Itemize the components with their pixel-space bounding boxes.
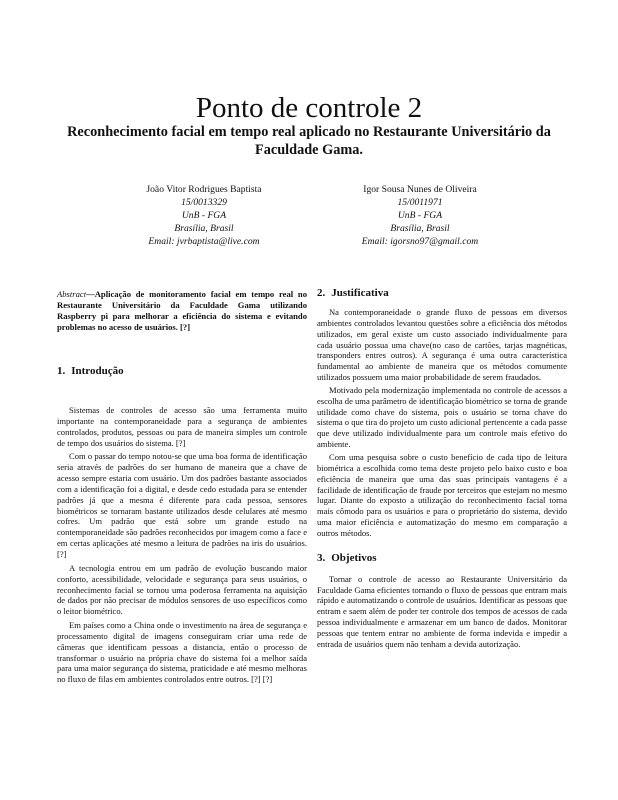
left-column bbox=[57, 289, 307, 685]
abstract-label: Abstract bbox=[57, 289, 87, 299]
paragraph: A tecnologia entrou em um padrão de evolução buscando maior conforto, acessibilidade, velocidade e segurança para seus usuários, o reconhecimento facial se tornou uma poderosa ferramenta na aquisição de dados por não precisar de módulos sensores de uso específicos como o leitor biométrico. bbox=[57, 562, 307, 617]
abstract-text: —Aplicação de monitoramento facial em tempo real no Restaurante Universitário da Faculdade Gama utilizando Raspberry pi para melhorar a eficiência do sistema e evitando problemas no acesso de usuários. [?] bbox=[57, 289, 307, 332]
section-number: 2. bbox=[317, 287, 326, 299]
section-heading-objetivos bbox=[317, 551, 567, 565]
section-heading-justificativa bbox=[317, 286, 567, 300]
paragraph: Em países como a China onde o investimento na área de segurança e processamento digital de imagens conseguiram criar uma rede de câmeras que identificam pessoas a distancia, então o processo de transformar o usuário na própria chave do sistema foi a melhor saída para uma maior segurança do sistema, praticidade e até mesmo melhoras no fluxo de filas em ambientes controlados entre outros. [?] [?] bbox=[57, 620, 307, 685]
author-block bbox=[300, 183, 540, 248]
paragraph: Na contemporaneidade o grande fluxo de pessoas em diversos ambientes controlados levantou questões sobre a eficiência dos métodos utilizados, em geral existe um custo associado individualmente para cada usuário possua uma chave(no caso de cartões, tarjas magnéticas, transponders entres outros). A segurança é uma outra característica fundamental ao ambiente de maneira que os métodos comumente utilizados possuem uma maior probabilidade de serem fraudados. bbox=[317, 307, 567, 383]
section-number: 1. bbox=[57, 365, 66, 377]
section-title: Objetivos bbox=[331, 551, 377, 564]
author-name: Igor Sousa Nunes de Oliveira bbox=[363, 184, 477, 195]
author-email: Email: igorsno97@gmail.com bbox=[361, 236, 479, 247]
paragraph: Sistemas de controles de acesso são uma ferramenta muito importante na contemporaneidade para a segurança de ambientes controlados, produtos, pessoas ou para de maneira simples um controle de tempo dos usuários do sistema. [?] bbox=[57, 405, 307, 448]
author-name: João Vitor Rodrigues Baptista bbox=[146, 184, 262, 195]
paragraph: Tornar o controle de acesso ao Restaurante Universitário da Faculdade Gama eficientes tornando o fluxo de pessoas que entram mais rápido e automatizando o controle de usuários. Identificar as pessoas que entram e saem além de poder ter controle dos tempos de acessos de cada pessoa individualmente e armazenar em um banco de dados. Monitorar pessoas que tentem entrar no ambiente de forma indevida e impedir a entrada de usuários quem não tenham a devida autorização. bbox=[317, 573, 567, 649]
author-email: Email: jvrbaptista@live.com bbox=[148, 236, 260, 247]
right-column bbox=[317, 289, 567, 650]
section-title: Justificativa bbox=[331, 287, 389, 299]
section-title: Introdução bbox=[71, 365, 124, 377]
author-affiliation: UnB - FGA bbox=[181, 210, 227, 221]
author-id: 15/0011971 bbox=[397, 197, 443, 208]
paragraph: Com uma pesquisa sobre o custo benefício de cada tipo de leitura biométrica a escolhida como tema deste projeto pelo baixo custo e boa eficiência de maneira que uma das suas principais vantagens é a facilidade de identificação de fraude por terceiros que estejam no mesmo lugar. Diante do exposto a utilização do reconhecimento facial torna mais cômodo para os usuários e para o proprietário do sistema, devido uma maior eficiência e automatização do mesmo em comparação a outros métodos. bbox=[317, 451, 567, 538]
paragraph: Motivado pela modernização implementada no controle de acessos a escolha de uma parâmetro de identificação biométrico se torna de grande utilidade como chave do sistema, pois o usuário se torna chave do sistema o que tira do projeto um custo adicional pertencente a cada passe que deve utilizado individualmente para um controle mais efetivo do ambiente. bbox=[317, 384, 567, 450]
paragraph: Com o passar do tempo notou-se que uma boa forma de identificação seria através de padrões do ser humano de maneira que a chave de acesso sempre estaria com usuário. Um dos padrões bastante associados com a identificação foi a digital, e desde cedo estudada para se entender padrões já que a mesma é diferente para cada pessoa, sensores biométricos se tornaram bastante utilizados desde celulares até mesmo cofres. Um padrão que está sobre um grande estudo na contemporaneidade são padrões reconhecidos por imagem como a face e em certas aplicações até mesmo a leitura de padrões na iris do usuários. [?] bbox=[57, 451, 307, 559]
paper-subtitle: Reconhecimento facial em tempo real aplicado no Restaurante Universitário da Faculdade Gama. bbox=[67, 124, 551, 158]
paper-title: Ponto de controle 2 bbox=[195, 92, 423, 124]
author-affiliation: UnB - FGA bbox=[397, 210, 443, 221]
section-heading-introducao bbox=[57, 364, 307, 378]
author-location: Brasília, Brasil bbox=[390, 223, 450, 234]
author-block bbox=[84, 183, 324, 248]
author-location: Brasília, Brasil bbox=[174, 223, 234, 234]
section-number: 3. bbox=[317, 551, 326, 564]
author-id: 15/0013329 bbox=[181, 197, 227, 208]
abstract bbox=[57, 289, 307, 333]
